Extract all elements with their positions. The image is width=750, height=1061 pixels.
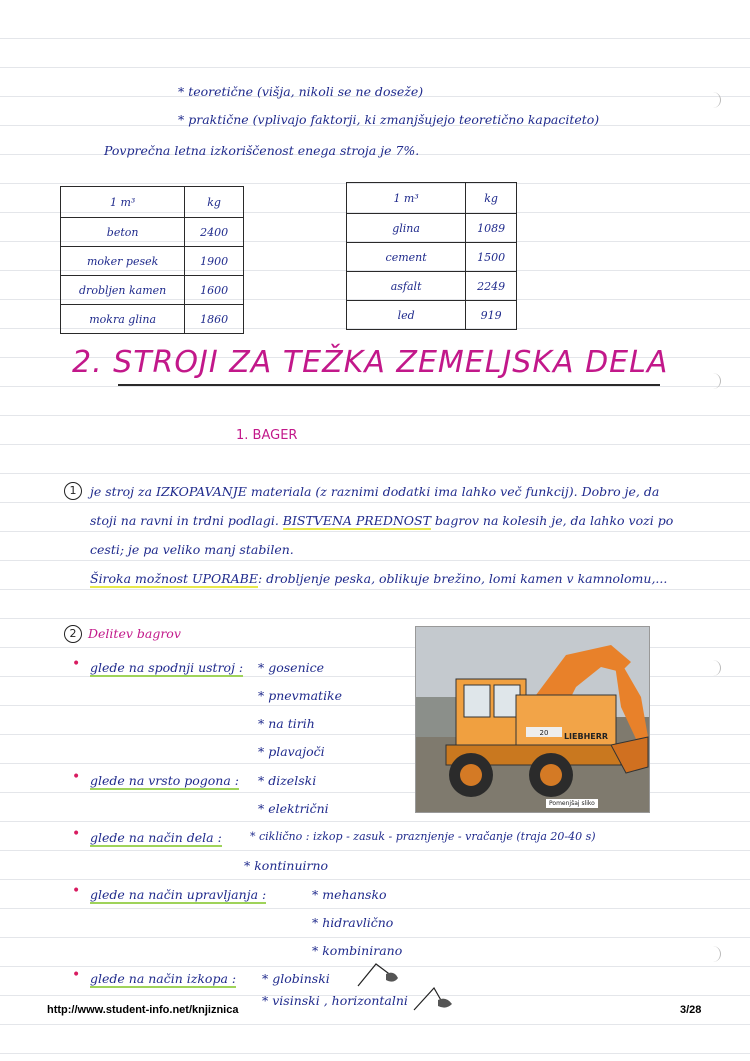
intro-line-practical: * praktične (vplivajo faktorji, ki zmanjšujejo teoretično kapaciteto)	[178, 112, 600, 127]
table-row	[61, 218, 244, 247]
group-label	[90, 971, 236, 986]
brand-text: LIEBHERR	[563, 732, 609, 741]
group-label	[90, 660, 243, 675]
text-run: : drobljenje peska, oblikuje brežino, lomi kamen v kamnolomu,...	[257, 571, 668, 586]
group-label	[90, 830, 222, 845]
list-item: * gosenice	[258, 660, 325, 675]
group-label	[90, 887, 266, 902]
group-label	[90, 773, 239, 788]
chapter-heading	[72, 345, 668, 380]
material-cell: mokra glina	[61, 305, 185, 334]
intro-line-theoretical: * teoretične (višja, nikoli se ne doseže)	[178, 84, 424, 99]
section-title: 1. BAGER	[236, 428, 298, 443]
list-item: * hidravlično	[312, 915, 394, 930]
table-row	[61, 247, 244, 276]
mass-cell: 1860	[185, 305, 244, 334]
table-row	[347, 272, 517, 301]
list-item: * globinski	[262, 971, 330, 986]
paragraph-line	[90, 484, 659, 499]
density-table-left	[60, 186, 244, 334]
table-header-volume: 1 m³	[61, 187, 185, 218]
chapter-underline	[118, 384, 660, 386]
mass-cell: 919	[466, 301, 517, 330]
bullet-dot: •	[72, 883, 81, 899]
mass-cell: 2249	[466, 272, 517, 301]
bullet-dot: •	[72, 826, 81, 842]
table-header-mass: kg	[466, 183, 517, 214]
material-cell: drobljen kamen	[61, 276, 185, 305]
keyword-excavation: IZKOPAVANJE	[156, 484, 247, 499]
mass-cell: 1500	[466, 243, 517, 272]
subsection-title: Delitev bagrov	[88, 626, 181, 641]
excavator-photo	[415, 626, 650, 813]
table-header-volume: 1 m³	[347, 183, 466, 214]
list-item: * pnevmatike	[258, 688, 343, 703]
intro-line-utilization: Povprečna letna izkoriščenost enega stroja je 7%.	[104, 143, 420, 158]
bullet-dot: •	[72, 769, 81, 785]
list-item: * ciklično : izkop - zasuk - praznjenje - vračanje (traja 20-40 s)	[250, 830, 596, 843]
chapter-number: 2.	[72, 345, 103, 380]
group-label-text: glede na spodnji ustroj :	[90, 660, 244, 675]
table-row	[61, 276, 244, 305]
group-label-text: glede na vrsto pogona :	[90, 773, 239, 788]
mass-cell: 2400	[185, 218, 244, 247]
excavation-depth-sketch	[356, 960, 402, 988]
list-item: * kombinirano	[312, 943, 403, 958]
paragraph-line	[90, 513, 673, 528]
mass-cell: 1900	[185, 247, 244, 276]
list-item: * mehansko	[312, 887, 387, 902]
material-cell: moker pesek	[61, 247, 185, 276]
list-item: * na tirih	[258, 716, 315, 731]
paragraph-line: cesti; je pa veliko manj stabilen.	[90, 542, 294, 557]
table-header-row	[61, 187, 244, 218]
text-run: bagrov na kolesih je, da lahko vozi po	[430, 513, 674, 528]
text-run: stoji na ravni in trdni podlagi.	[90, 513, 283, 528]
text-run: materiala (z raznimi dodatki ima lahko več funkcij). Dobro je, da	[246, 484, 660, 499]
table-row	[347, 301, 517, 330]
table-row	[347, 243, 517, 272]
plate-number: 20	[539, 729, 549, 737]
material-cell: asfalt	[347, 272, 466, 301]
footer-url-link[interactable]: http://www.student-info.net/knjiznica	[47, 1004, 239, 1016]
keyword-main-advantage: BISTVENA PREDNOST	[282, 513, 431, 528]
mass-cell: 1089	[466, 214, 517, 243]
table-header-row	[347, 183, 517, 214]
group-label-text: glede na način izkopa :	[90, 971, 237, 986]
page-margin-mark	[712, 660, 721, 676]
excavator-illustration	[416, 627, 649, 812]
material-cell: beton	[61, 218, 185, 247]
bullet-dot: •	[72, 967, 81, 983]
density-table-right	[346, 182, 517, 330]
photo-caption: Pomenjšaj sliko	[546, 799, 598, 808]
mass-cell: 1600	[185, 276, 244, 305]
table-row	[347, 214, 517, 243]
list-item: * plavajoči	[258, 744, 325, 759]
group-label-text: glede na način upravljanja :	[90, 887, 267, 902]
list-item: * dizelski	[258, 773, 317, 788]
chapter-title: STROJI ZA TEŽKA ZEMELJSKA DELA	[113, 345, 669, 380]
material-cell: cement	[347, 243, 466, 272]
list-item: * kontinuirno	[244, 858, 329, 873]
paragraph-line	[90, 571, 667, 586]
bullet-dot: •	[72, 656, 81, 672]
paragraph-number-badge: 1	[64, 482, 82, 500]
page-margin-mark	[712, 373, 721, 389]
excavation-height-sketch	[412, 984, 458, 1012]
material-cell: glina	[347, 214, 466, 243]
page-margin-mark	[712, 946, 721, 962]
list-item: * električni	[258, 801, 329, 816]
keyword-usage: Široka možnost UPORABE	[90, 571, 258, 586]
group-label-text: glede na način dela :	[90, 830, 222, 845]
material-cell: led	[347, 301, 466, 330]
table-header-mass: kg	[185, 187, 244, 218]
paragraph-number-badge: 2	[64, 625, 82, 643]
page-number: 3/28	[680, 1004, 702, 1016]
text-run: je stroj za	[90, 484, 157, 499]
list-item: * visinski , horizontalni	[262, 993, 408, 1008]
table-row	[61, 305, 244, 334]
page-margin-mark	[712, 92, 721, 108]
